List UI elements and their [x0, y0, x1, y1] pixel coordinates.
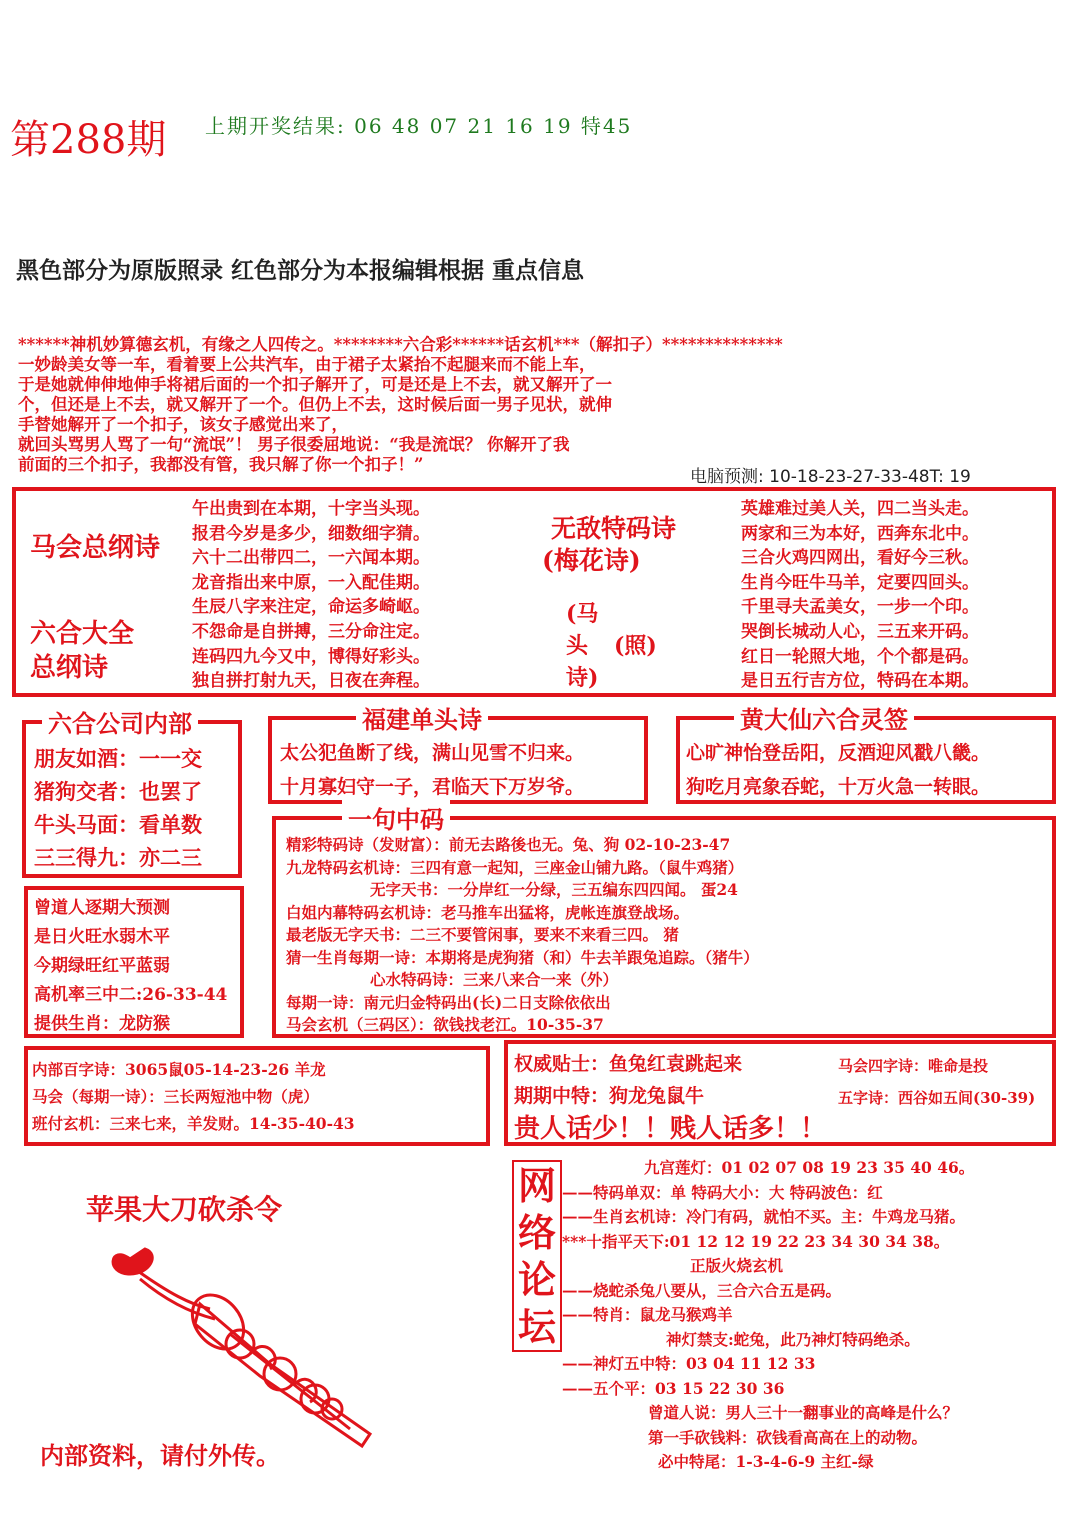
- forum-line: ——生肖玄机诗：冷门有码，就怕不买。主：牛鸡龙马猪。: [562, 1207, 966, 1226]
- tips-line: 马会四字诗：唯命是投: [838, 1057, 989, 1075]
- center-sub-3: (照): [614, 633, 657, 659]
- yiju-line: 心水特码诗：三来八来合一来（外）: [370, 970, 619, 989]
- right-poem-line: 两家和三为本好，西奔东北中。: [741, 523, 979, 544]
- forum-line: ——五个平：03 15 22 30 36: [562, 1378, 785, 1398]
- notice-line: 黑色部分为原版照录 红色部分为本报编辑根据 重点信息: [16, 258, 585, 284]
- right-poem-line: 哭倒长城动人心，三五来开码。: [741, 621, 979, 642]
- right-poem: [741, 497, 979, 694]
- forum-line: ——烧蛇杀兔八要从，三合六合五是码。: [562, 1280, 842, 1300]
- company-lines: [34, 742, 202, 874]
- center-sub-2: 头: [566, 633, 589, 659]
- yiju-line: 白姐内幕特码玄机诗：老马推车出猛将，虎帐连旗登战场。: [286, 902, 690, 922]
- forum-line: 九宫莲灯：01 02 07 08 19 23 35 40 46。: [644, 1158, 975, 1177]
- company-box: [22, 720, 242, 878]
- company-title: 六合公司内部: [42, 704, 198, 739]
- forum-line: ——特码单双：单 特码大小：大 特码波色：红: [562, 1182, 883, 1202]
- center-sub-1: (马: [566, 601, 599, 627]
- zengdao-line: 是日火旺水弱木平: [34, 927, 170, 947]
- zengdao-line: 今期绿旺红平蓝弱: [34, 956, 170, 976]
- mid-poem-line: 不怨命是自拼搏，三分命注定。: [192, 621, 430, 642]
- yiju-line: 最老版无字天书：二三不要管闲事，要来不来看三四。 猪: [286, 925, 679, 944]
- apple-footer: 内部资料，请付外传。: [40, 1441, 280, 1470]
- forum-title-char: 络: [517, 1210, 556, 1255]
- mid-poem-line: 六十二出带四二，一六闻本期。: [192, 548, 430, 569]
- inner-line: 内部百字诗：3065鼠05-14-23-26 羊龙: [32, 1060, 326, 1079]
- huang-line: 狗吃月亮象吞蛇，十万火急一转眼。: [686, 776, 991, 798]
- intro-line: 一妙龄美女等一车，看着要上公共汽车，由于裙子太紧抬不起腿来而不能上车，: [18, 355, 596, 374]
- yiju-line: 马会玄机（三码区）：欲钱找老江。10-35-37: [286, 1015, 604, 1034]
- last-result: 上期开奖结果: 06 48 07 21 16 19 特45: [205, 114, 633, 138]
- left-title-1: 马会总纲诗: [30, 533, 161, 563]
- forum-title-char: 论: [517, 1257, 556, 1302]
- huang-title: 黄大仙六合灵签: [734, 700, 914, 735]
- right-poem-line: 生肖今旺牛马羊，定要四回头。: [741, 572, 979, 593]
- tips-box: [504, 1040, 1056, 1146]
- company-line: 牛头马面：看单数: [34, 812, 202, 837]
- intro-line: 前面的三个扣子，我都没有管，我只解了你一个扣子！”: [18, 455, 424, 474]
- poem-box: [12, 487, 1056, 697]
- tips-line: 权威贴士：鱼兔红袁跳起来: [514, 1053, 743, 1075]
- apple-title: 苹果大刀砍杀令: [86, 1193, 283, 1226]
- zengdao-box: [24, 886, 244, 1038]
- knife-icon: [100, 1234, 420, 1464]
- forum-line: 必中特尾：1-3-4-6-9 主红-绿: [658, 1452, 874, 1471]
- tips-right: [838, 1050, 1035, 1114]
- right-poem-line: 千里寻夫孟美女，一步一个印。: [741, 597, 979, 618]
- mid-poem-line: 独自拼打射九天，日夜在奔程。: [192, 671, 430, 692]
- zengdao-title: 曾道人逐期大预测: [34, 898, 170, 918]
- zengdao-line: 高机率三中二:26-33-44: [34, 985, 228, 1005]
- fujian-title: 福建单头诗: [356, 700, 488, 735]
- yiju-title: 一句中码: [342, 800, 450, 835]
- intro-line: 个，但还是上不去，就又解开了一个。但仍上不去，这时候后面一男子见状，就伸: [18, 395, 612, 414]
- center-title-2: (梅花诗): [542, 546, 641, 575]
- right-poem-line: 英雄难过美人关，四二当头走。: [741, 499, 979, 519]
- intro-line: 就回头骂男人骂了一句“流氓”！ 男子很委屈地说：“我是流氓？ 你解开了我: [18, 435, 570, 454]
- tips-line: 期期中特：狗龙兔鼠牛: [514, 1085, 705, 1107]
- forum-line: 正版火烧玄机: [690, 1256, 784, 1275]
- right-poem-line: 红日一轮照大地，个个都是码。: [741, 646, 979, 667]
- fujian-line: 太公犯鱼断了线，满山见雪不归来。: [280, 742, 585, 764]
- forum-line: 神灯禁支:蛇兔，此乃神灯特码绝杀。: [666, 1329, 920, 1349]
- forum-line: ——神灯五中特：03 04 11 12 33: [562, 1354, 816, 1373]
- forum-lines: [562, 1156, 974, 1475]
- mid-poem-line: 连码四九今又中，博得好彩头。: [192, 646, 430, 667]
- forum-title-char: 网: [517, 1163, 556, 1208]
- forum-title-char: 坛: [517, 1304, 556, 1349]
- center-sub-4: 诗): [566, 665, 599, 691]
- yiju-box: [272, 816, 1056, 1038]
- center-title-1: 无敌特码诗: [551, 514, 677, 543]
- left-title-2b: 总纲诗: [30, 653, 109, 683]
- inner-lines: [32, 1056, 355, 1137]
- yiju-line: 九龙特码玄机诗：三四有意一起知，三座金山铺九路。（鼠牛鸡猪）: [286, 857, 744, 877]
- yiju-lines: [286, 834, 759, 1037]
- intro-line: 手替她解开了一个扣子，该女子感觉出来了，: [18, 415, 348, 434]
- forum-line: 曾道人说：男人三十一翻事业的高峰是什么？: [648, 1403, 959, 1422]
- forum-vertical-title: [512, 1160, 562, 1352]
- intro-poem: [18, 335, 1058, 475]
- fujian-line: 十月寡妇守一子，君临天下万岁爷。: [280, 776, 585, 798]
- right-poem-line: 是日五行吉方位，特码在本期。: [741, 671, 979, 692]
- yiju-line: 无字天书：一分岸红一分绿，三五编东四四闻。 蛋24: [370, 880, 738, 899]
- zengdao-lines: [34, 894, 227, 1039]
- inner-box: [24, 1046, 490, 1146]
- inner-line: 马会（每期一诗）：三长两短池中物（虎）: [32, 1087, 319, 1106]
- issue-number: 第288期: [10, 117, 167, 163]
- mid-poem-line: 生辰八字来注定，命运多崎岖。: [192, 597, 430, 618]
- huang-line: 心旷神怡登岳阳，反酒迎风戳八畿。: [686, 742, 991, 764]
- left-title-2a: 六合大全: [30, 619, 135, 649]
- yiju-line: 精彩特码诗（发财富）：前无去路後也无。兔、狗 02-10-23-47: [286, 835, 731, 854]
- yiju-line: 每期一诗：南元归金特码出(长)二日支除依依出: [286, 992, 611, 1012]
- tips-line: 五字诗：西谷如五间(30-39): [838, 1089, 1036, 1107]
- forum-line: ***十指平天下:01 12 12 19 22 23 34 30 34 38。: [562, 1231, 950, 1251]
- radar-prediction: 电脑预测: 10-18-23-27-33-48T: 19: [690, 467, 971, 487]
- company-line: 朋友如酒：一一交: [34, 746, 202, 771]
- right-poem-line: 三合火鸡四网出，看好今三秋。: [741, 548, 979, 569]
- mid-poem-line: 龙音指出来中原，一入配佳期。: [192, 572, 430, 593]
- mid-poem-line: 午出贵到在本期，十字当头现。: [192, 499, 430, 519]
- intro-line: 于是她就伸伸地伸手将裙后面的一个扣子解开了，可是还是上不去，就又解开了一: [18, 375, 612, 394]
- fujian-lines: [280, 736, 584, 804]
- tips-slogan: 贵人话少！！贱人话多！！: [514, 1114, 827, 1144]
- inner-line: 班付玄机：三来七来，羊发财。14-35-40-43: [32, 1114, 355, 1133]
- forum-line: 第一手砍钱料：砍钱看高高在上的动物。: [648, 1427, 928, 1447]
- mid-poem-line: 报君今岁是多少，细数细字猜。: [192, 523, 430, 544]
- forum-line: ——特肖：鼠龙马猴鸡羊: [562, 1305, 733, 1324]
- company-line: 三三得九：亦二三: [34, 845, 202, 870]
- company-line: 猪狗交者：也罢了: [34, 779, 202, 804]
- huang-lines: [686, 736, 990, 804]
- intro-title: ******神机妙算德玄机，有缘之人四传之。********六合彩******话玄机***（解扣子）**************: [18, 335, 783, 354]
- zengdao-line: 提供生肖：龙防猴: [34, 1014, 170, 1034]
- mid-poem: [192, 497, 430, 694]
- tips-left: [514, 1048, 742, 1112]
- yiju-line: 猜一生肖每期一诗：本期将是虎狗猪（和）牛去羊跟兔追踪。（猪牛）: [286, 947, 759, 967]
